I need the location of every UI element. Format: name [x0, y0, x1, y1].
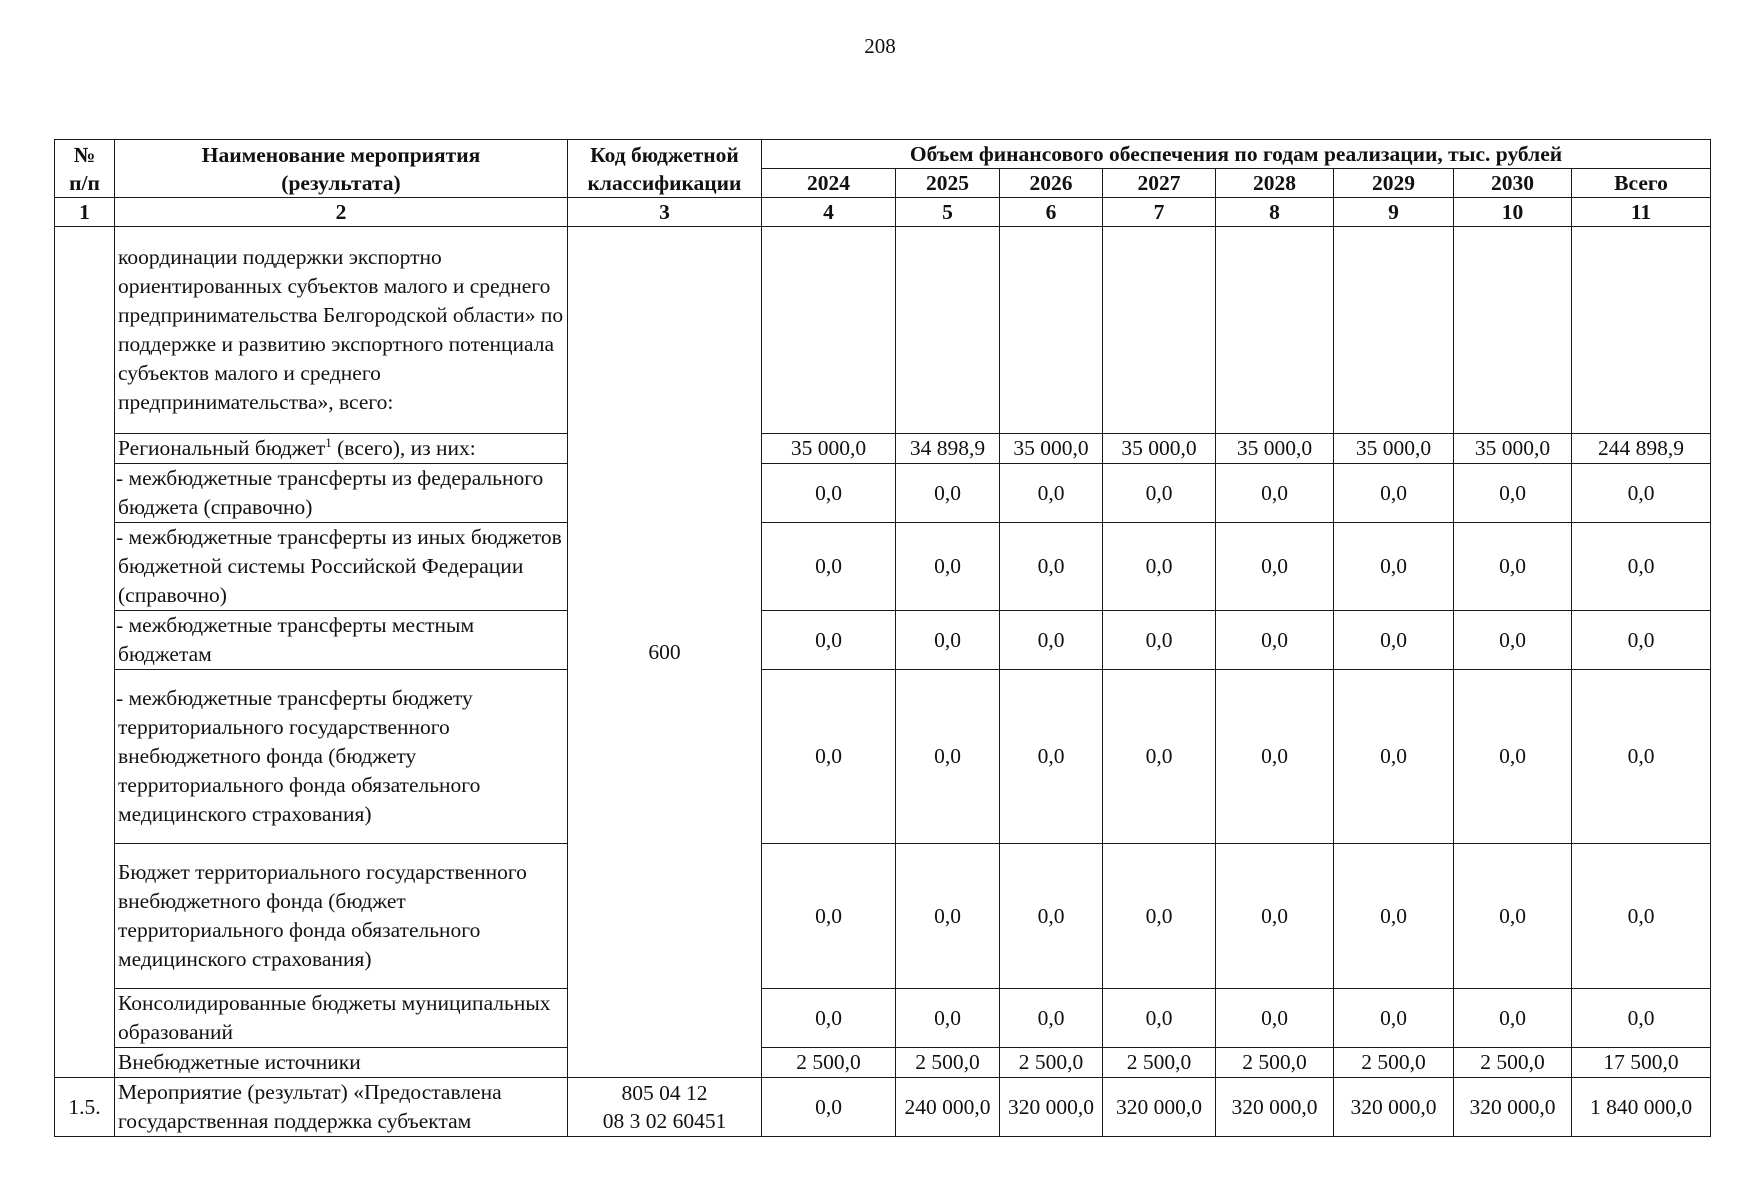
- column-number: 9: [1334, 198, 1454, 227]
- value-cell: 35 000,0: [1103, 434, 1216, 464]
- value-cell: 2 500,0: [762, 1048, 896, 1078]
- value-cell: 0,0: [1454, 611, 1572, 670]
- row-label: - межбюджетные трансферты из иных бюджетов бюджетной системы Российской Федерации (справочно): [115, 523, 568, 611]
- header-year-2024: 2024: [762, 169, 896, 198]
- value-cell: 0,0: [1454, 523, 1572, 611]
- value-cell: 35 000,0: [1454, 434, 1572, 464]
- value-cell: 0,0: [1454, 989, 1572, 1048]
- budget-code: 600: [568, 227, 762, 1078]
- header-code: Код бюджетной классификации: [568, 140, 762, 198]
- value-cell: 0,0: [1334, 523, 1454, 611]
- value-cell: 240 000,0: [896, 1078, 1000, 1137]
- value-cell: 35 000,0: [1000, 434, 1103, 464]
- value-cell: 1 840 000,0: [1572, 1078, 1711, 1137]
- value-cell: 0,0: [1334, 464, 1454, 523]
- value-cell: 0,0: [1334, 670, 1454, 844]
- column-number: 5: [896, 198, 1000, 227]
- value-cell: 0,0: [1000, 611, 1103, 670]
- table-row: [55, 1048, 1711, 1078]
- column-number: 11: [1572, 198, 1711, 227]
- value-cell: 0,0: [1216, 611, 1334, 670]
- value-cell: 0,0: [762, 523, 896, 611]
- row-label: - межбюджетные трансферты местным бюджетам: [115, 611, 568, 670]
- value-cell: 0,0: [1103, 844, 1216, 989]
- value-cell: 2 500,0: [1454, 1048, 1572, 1078]
- value-cell: 0,0: [1103, 523, 1216, 611]
- row-label: координации поддержки экспортно ориентированных субъектов малого и среднего предпринимательства Белгородской области» по поддержке и развитию экспортного потенциала субъектов малого и среднего предпринимательства», всего:: [115, 227, 568, 434]
- column-number: 10: [1454, 198, 1572, 227]
- value-cell: 35 000,0: [762, 434, 896, 464]
- value-cell: 0,0: [1103, 670, 1216, 844]
- header-year-2027: 2027: [1103, 169, 1216, 198]
- value-cell: 0,0: [1334, 844, 1454, 989]
- value-cell: 0,0: [896, 670, 1000, 844]
- value-cell: 0,0: [1000, 844, 1103, 989]
- value-cell: 0,0: [1454, 670, 1572, 844]
- column-number: 2: [115, 198, 568, 227]
- row-label: Внебюджетные источники: [115, 1048, 568, 1078]
- value-cell: 0,0: [1334, 611, 1454, 670]
- row-label: Бюджет территориального государственного внебюджетного фонда (бюджет территориального фонда обязательного медицинского страхования): [115, 844, 568, 989]
- header-total: Всего: [1572, 169, 1711, 198]
- table-row: [55, 227, 1711, 434]
- header-number: № п/п: [55, 140, 115, 198]
- column-number: 8: [1216, 198, 1334, 227]
- value-cell: 0,0: [762, 1078, 896, 1137]
- value-cell: 0,0: [762, 464, 896, 523]
- header-year-2026: 2026: [1000, 169, 1103, 198]
- funding-table: [54, 139, 1711, 1137]
- column-number: 6: [1000, 198, 1103, 227]
- value-cell: 35 000,0: [1334, 434, 1454, 464]
- value-cell: 0,0: [1572, 464, 1711, 523]
- column-number: 3: [568, 198, 762, 227]
- value-cell: 0,0: [1000, 523, 1103, 611]
- value-cell: 320 000,0: [1454, 1078, 1572, 1137]
- row-label: - межбюджетные трансферты из федерального бюджета (справочно): [115, 464, 568, 523]
- value-cell: 2 500,0: [1334, 1048, 1454, 1078]
- value-cell: 0,0: [762, 611, 896, 670]
- table-row: [55, 989, 1711, 1048]
- page-number: 208: [864, 34, 896, 58]
- column-number: 1: [55, 198, 115, 227]
- value-cell: 0,0: [1334, 989, 1454, 1048]
- header-funding: Объем финансового обеспечения по годам реализации, тыс. рублей: [762, 140, 1711, 169]
- value-cell: 2 500,0: [1000, 1048, 1103, 1078]
- value-cell: 0,0: [1572, 611, 1711, 670]
- header-year-2029: 2029: [1334, 169, 1454, 198]
- value-cell: 0,0: [896, 989, 1000, 1048]
- row-label: - межбюджетные трансферты бюджету территориального государственного внебюджетного фонда (бюджету территориального фонда обязательного медицинского страхования): [115, 670, 568, 844]
- value-cell: 2 500,0: [1103, 1048, 1216, 1078]
- value-cell: 2 500,0: [896, 1048, 1000, 1078]
- value-cell: 0,0: [896, 523, 1000, 611]
- value-cell: 320 000,0: [1216, 1078, 1334, 1137]
- value-cell: 320 000,0: [1000, 1078, 1103, 1137]
- table-row: [55, 670, 1711, 844]
- value-cell: 0,0: [1572, 670, 1711, 844]
- value-cell: 0,0: [1572, 523, 1711, 611]
- value-cell: 0,0: [1572, 989, 1711, 1048]
- row-label: Мероприятие (результат) «Предоставлена государственная поддержка субъектам: [115, 1078, 568, 1137]
- row-label: Консолидированные бюджеты муниципальных образований: [115, 989, 568, 1048]
- value-cell: 320 000,0: [1103, 1078, 1216, 1137]
- header-year-2028: 2028: [1216, 169, 1334, 198]
- value-cell: 0,0: [1572, 844, 1711, 989]
- value-cell: 0,0: [1103, 464, 1216, 523]
- value-cell: 0,0: [896, 464, 1000, 523]
- value-cell: 0,0: [1216, 989, 1334, 1048]
- value-cell: 0,0: [1103, 989, 1216, 1048]
- value-cell: 34 898,9: [896, 434, 1000, 464]
- table-row: [55, 844, 1711, 989]
- header-name: Наименование мероприятия (результата): [115, 140, 568, 198]
- value-cell: 0,0: [1216, 464, 1334, 523]
- row-index: 1.5.: [55, 1078, 115, 1137]
- value-cell: 0,0: [1216, 523, 1334, 611]
- column-number: 7: [1103, 198, 1216, 227]
- header-row-1: [55, 140, 1711, 169]
- table-row: [55, 464, 1711, 523]
- row-label: Региональный бюджет$^1$ (всего), из них:: [115, 434, 568, 464]
- value-cell: 0,0: [762, 844, 896, 989]
- header-year-2030: 2030: [1454, 169, 1572, 198]
- value-cell: 0,0: [1000, 464, 1103, 523]
- value-cell: 0,0: [762, 989, 896, 1048]
- header-year-2025: 2025: [896, 169, 1000, 198]
- table-row: [55, 523, 1711, 611]
- value-cell: 0,0: [1216, 844, 1334, 989]
- column-number: 4: [762, 198, 896, 227]
- value-cell: 17 500,0: [1572, 1048, 1711, 1078]
- column-numbers-row: [55, 198, 1711, 227]
- value-cell: 320 000,0: [1334, 1078, 1454, 1137]
- value-cell: 0,0: [1454, 844, 1572, 989]
- value-cell: 244 898,9: [1572, 434, 1711, 464]
- value-cell: 0,0: [896, 611, 1000, 670]
- value-cell: 0,0: [896, 844, 1000, 989]
- value-cell: 0,0: [1000, 989, 1103, 1048]
- row-index: [55, 227, 115, 1078]
- budget-code: 805 04 12 08 3 02 60451: [568, 1078, 762, 1137]
- value-cell: 0,0: [1000, 670, 1103, 844]
- table-row: [55, 611, 1711, 670]
- value-cell: 2 500,0: [1216, 1048, 1334, 1078]
- value-cell: 0,0: [1103, 611, 1216, 670]
- value-cell: 0,0: [762, 670, 896, 844]
- table-row: [55, 1078, 1711, 1137]
- value-cell: 0,0: [1454, 464, 1572, 523]
- value-cell: 0,0: [1216, 670, 1334, 844]
- value-cell: 35 000,0: [1216, 434, 1334, 464]
- table-row: [55, 434, 1711, 464]
